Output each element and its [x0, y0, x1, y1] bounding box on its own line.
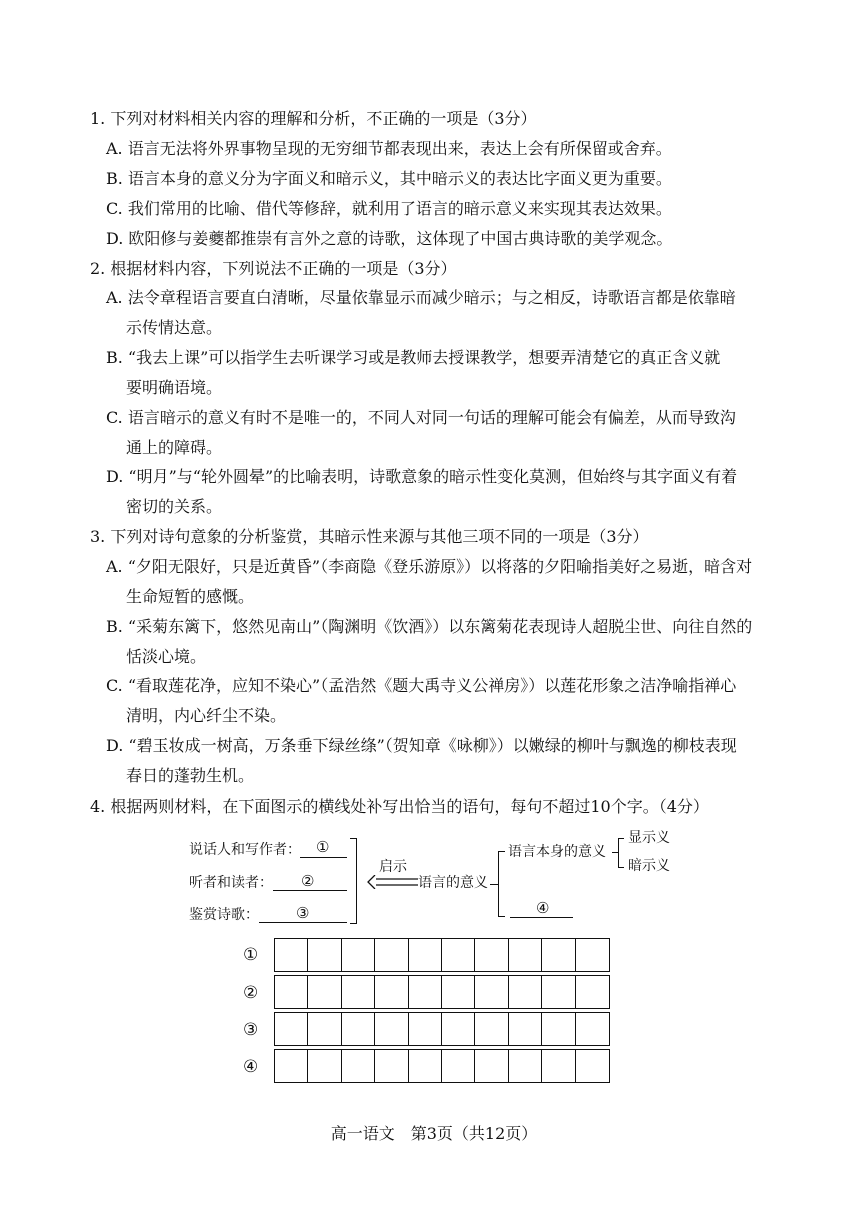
answer-cell[interactable]: [542, 976, 575, 1008]
answer-cell[interactable]: [509, 1050, 542, 1082]
q1-option-c: C. 我们常用的比喻、借代等修辞，就利用了语言的暗示意义来实现其表达效果。: [106, 199, 672, 218]
answer-row-label-4: ④: [243, 1057, 259, 1077]
blank-line-1: [300, 857, 347, 858]
right-bracket-top: [498, 851, 505, 852]
answer-cell[interactable]: [342, 976, 375, 1008]
answer-cell[interactable]: [275, 939, 308, 971]
q2-option-d-cont: 密切的关系。: [126, 497, 223, 516]
answer-cell[interactable]: [442, 939, 475, 971]
answer-cell[interactable]: [375, 1013, 408, 1045]
blank-line-3: [259, 922, 347, 923]
q2-option-c-cont: 通上的障碍。: [126, 438, 223, 457]
answer-cell[interactable]: [475, 1050, 508, 1082]
q3-option-a-cont: 生命短暂的感慨。: [126, 587, 255, 606]
q3-option-b-cont: 恬淡心境。: [126, 647, 207, 666]
q2-option-c: C. 语言暗示的意义有时不是唯一的，不同人对同一句话的理解可能会有偏差，从而导致沟: [106, 408, 736, 427]
right-bracket-bottom: [498, 916, 505, 917]
question-3-stem: 3. 下列对诗句意象的分析鉴赏，其暗示性来源与其他三项不同的一项是（3分）: [90, 527, 649, 546]
q3-option-d: D. “碧玉妆成一树高，万条垂下绿丝绦”（贺知章《咏柳》）以嫩绿的柳叶与飘逸的柳枝表现: [106, 736, 737, 755]
q2-option-a-cont: 示传情达意。: [126, 318, 223, 337]
small-bracket-tick: [612, 852, 618, 853]
answer-cell[interactable]: [442, 1013, 475, 1045]
blank-line-4: [510, 917, 573, 918]
q3-option-d-cont: 春日的蓬勃生机。: [126, 766, 255, 785]
left-bracket-top: [350, 838, 357, 839]
answer-cell[interactable]: [375, 939, 408, 971]
answer-cell[interactable]: [409, 976, 442, 1008]
double-arrow-left-icon: [366, 875, 418, 889]
answer-cell[interactable]: [542, 1013, 575, 1045]
answer-cell[interactable]: [275, 1013, 308, 1045]
explicit-meaning-label: 显示义: [628, 830, 670, 846]
answer-cell[interactable]: [576, 1013, 609, 1045]
small-bracket: [618, 838, 619, 868]
question-2-stem: 2. 根据材料内容，下列说法不正确的一项是（3分）: [90, 259, 457, 278]
answer-cell[interactable]: [275, 1050, 308, 1082]
poetry-label: 鉴赏诗歌：: [189, 907, 259, 923]
answer-cell[interactable]: [475, 939, 508, 971]
answer-cell[interactable]: [509, 976, 542, 1008]
answer-cell[interactable]: [409, 1050, 442, 1082]
answer-cell[interactable]: [576, 939, 609, 971]
q1-option-d: D. 欧阳修与姜夔都推崇有言外之意的诗歌，这体现了中国古典诗歌的美学观念。: [106, 229, 673, 248]
qishi-label: 启示: [379, 859, 407, 875]
q2-option-d: D. “明月”与“轮外圆晕”的比喻表明，诗歌意象的暗示性变化莫测，但始终与其字面义有着: [106, 467, 738, 486]
answer-cell[interactable]: [409, 1013, 442, 1045]
bracket-connector: [490, 884, 498, 885]
implicit-meaning-label: 暗示义: [628, 858, 670, 874]
answer-grid-row-4[interactable]: [274, 1049, 610, 1083]
answer-cell[interactable]: [342, 1050, 375, 1082]
q2-option-b-cont: 要明确语境。: [126, 378, 223, 397]
answer-grid-row-2[interactable]: [274, 975, 610, 1009]
small-bracket-top: [618, 838, 624, 839]
q1-option-b: B. 语言本身的意义分为字面义和暗示义，其中暗示义的表达比字面义更为重要。: [106, 169, 672, 188]
q2-option-a: A. 法令章程语言要直白清晰，尽量依靠显示而减少暗示；与之相反，诗歌语言都是依靠暗: [106, 288, 736, 307]
answer-row-label-3: ③: [243, 1020, 259, 1040]
q3-option-c: C. “看取莲花净，应知不染心”（孟浩然《题大禹寺义公禅房》）以莲花形象之洁净喻指禅心: [106, 676, 737, 695]
language-self-label: 语言本身的意义: [508, 844, 606, 860]
answer-cell[interactable]: [375, 1050, 408, 1082]
answer-cell[interactable]: [275, 976, 308, 1008]
question-4-stem: 4. 根据两则材料，在下面图示的横线处补写出恰当的语句，每句不超过10个字。（4分）: [90, 797, 709, 816]
small-bracket-bottom: [618, 867, 624, 868]
q2-option-b: B. “我去上课”可以指学生去听课学习或是教师去授课教学，想要弄清楚它的真正含义就: [106, 348, 721, 367]
left-bracket: [356, 838, 357, 924]
answer-cell[interactable]: [375, 976, 408, 1008]
speaker-label: 说话人和写作者：: [189, 842, 301, 858]
question-1-stem: 1. 下列对材料相关内容的理解和分析，不正确的一项是（3分）: [90, 109, 537, 128]
blank-2-marker: ②: [301, 872, 315, 890]
answer-cell[interactable]: [342, 939, 375, 971]
listener-label: 听者和读者：: [189, 875, 273, 891]
answer-cell[interactable]: [576, 976, 609, 1008]
q3-option-a: A. “夕阳无限好，只是近黄昏”（李商隐《登乐游原》）以将落的夕阳喻指美好之易逝，暗含对: [106, 557, 753, 576]
blank-1-marker: ①: [316, 838, 330, 856]
q1-option-a: A. 语言无法将外界事物呈现的无穷细节都表现出来，表达上会有所保留或舍弃。: [106, 139, 672, 158]
right-bracket: [498, 851, 499, 917]
blank-4-marker: ④: [536, 899, 550, 917]
answer-cell[interactable]: [475, 976, 508, 1008]
answer-cell[interactable]: [342, 1013, 375, 1045]
answer-cell[interactable]: [308, 976, 341, 1008]
answer-cell[interactable]: [475, 1013, 508, 1045]
answer-cell[interactable]: [308, 1013, 341, 1045]
answer-cell[interactable]: [576, 1050, 609, 1082]
answer-cell[interactable]: [409, 939, 442, 971]
answer-cell[interactable]: [542, 1050, 575, 1082]
language-meaning-label: 语言的意义: [418, 875, 488, 891]
blank-line-2: [273, 890, 347, 891]
answer-cell[interactable]: [542, 939, 575, 971]
answer-cell[interactable]: [509, 1013, 542, 1045]
blank-3-marker: ③: [296, 904, 310, 922]
answer-row-label-1: ①: [243, 945, 259, 965]
answer-grid-row-3[interactable]: [274, 1012, 610, 1046]
left-bracket-bottom: [350, 923, 357, 924]
q3-option-c-cont: 清明，内心纤尘不染。: [126, 706, 287, 725]
answer-grid-row-1[interactable]: [274, 938, 610, 972]
answer-cell[interactable]: [442, 1050, 475, 1082]
answer-row-label-2: ②: [243, 983, 259, 1003]
page-footer: 高一语文 第3页（共12页）: [330, 1124, 538, 1143]
q3-option-b: B. “采菊东篱下，悠然见南山”（陶渊明《饮酒》）以东篱菊花表现诗人超脱尘世、向往自然的: [106, 617, 753, 636]
answer-cell[interactable]: [509, 939, 542, 971]
answer-cell[interactable]: [308, 1050, 341, 1082]
answer-cell[interactable]: [442, 976, 475, 1008]
answer-cell[interactable]: [308, 939, 341, 971]
